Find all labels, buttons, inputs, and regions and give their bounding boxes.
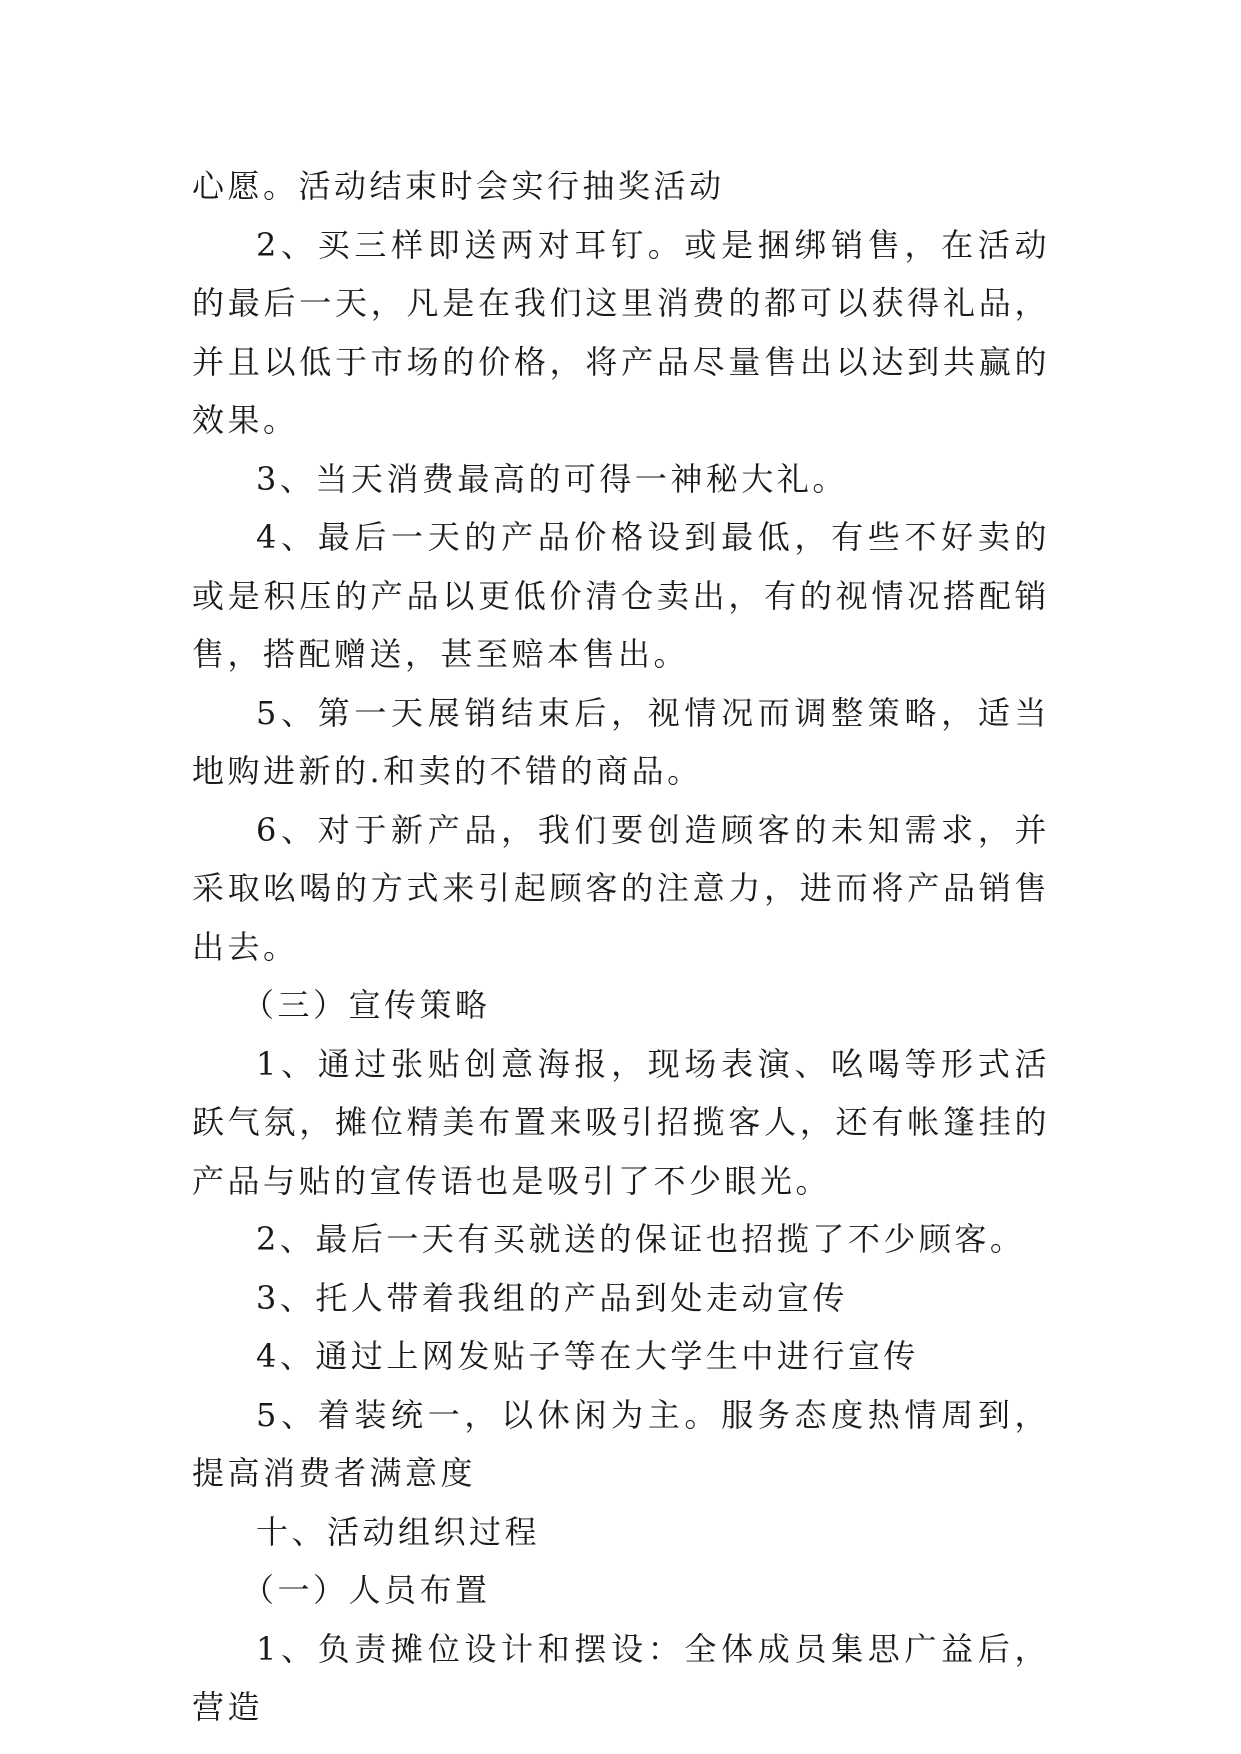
paragraph-item-3: 3、当天消费最高的可得一神秘大礼。 <box>256 459 848 498</box>
document-body <box>192 157 1050 1737</box>
paragraph-publicity-4: 4、通过上网发贴子等在大学生中进行宣传 <box>256 1337 919 1375</box>
paragraph-item-6: 6、对于新产品，我们要创造顾客的未知需求，并采取吆喝的方式来引起顾客的注意力，进而将产品销售出去。 <box>192 810 1050 966</box>
paragraph-item-2: 2、买三样即送两对耳钉。或是捆绑销售，在活动的最后一天，凡是在我们这里消费的都可以获得礼品，并且以低于市场的价格，将产品尽量售出以达到共赢的效果。 <box>192 225 1050 439</box>
section-heading-organization: 十、活动组织过程 <box>256 1512 541 1551</box>
paragraph-continuation: 心愿。活动结束时会实行抽奖活动 <box>192 167 725 205</box>
paragraph-publicity-5: 5、着装统一，以休闲为主。服务态度热情周到，提高消费者满意度 <box>192 1395 1050 1492</box>
paragraph-item-4: 4、最后一天的产品价格设到最低，有些不好卖的或是积压的产品以更低价清仓卖出，有的视情况搭配销售，搭配赠送，甚至赔本售出。 <box>192 518 1050 673</box>
paragraph-publicity-3: 3、托人带着我组的产品到处走动宣传 <box>256 1278 848 1317</box>
paragraph-item-5: 5、第一天展销结束后，视情况而调整策略，适当地购进新的.和卖的不错的商品。 <box>192 693 1050 790</box>
subsection-heading-staffing: （一）人员布置 <box>242 1571 491 1609</box>
paragraph-staffing-1: 1、负责摊位设计和摆设：全体成员集思广益后，营造 <box>192 1629 1050 1726</box>
paragraph-publicity-2: 2、最后一天有买就送的保证也招揽了不少顾客。 <box>256 1220 1026 1258</box>
paragraph-publicity-1: 1、通过张贴创意海报，现场表演、吆喝等形式活跃气氛，摊位精美布置来吸引招揽客人，还有帐篷挂的产品与贴的宣传语也是吸引了不少眼光。 <box>192 1044 1050 1200</box>
section-heading-publicity: （三）宣传策略 <box>242 986 491 1024</box>
